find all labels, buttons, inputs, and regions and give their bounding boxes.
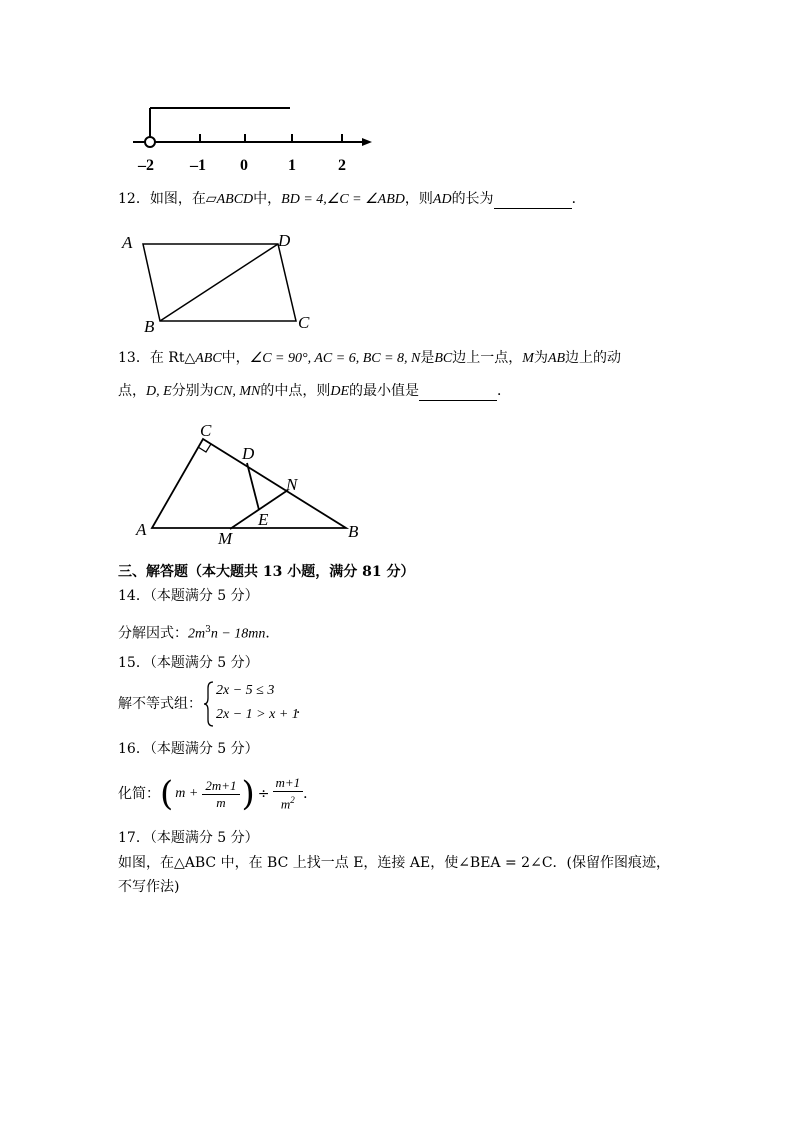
tick-label: –2	[138, 157, 154, 174]
open-circle	[145, 137, 155, 147]
label-c: C	[298, 313, 310, 332]
q13-text: 点，	[118, 383, 146, 399]
q17-header: 17．（本题满分 5 分）	[118, 830, 259, 846]
q13-triangle: ABC	[195, 351, 222, 366]
denominator-base: m	[280, 796, 291, 812]
q16-body	[118, 770, 317, 818]
q14-header: 14．（本题满分 5 分）	[118, 588, 259, 604]
q13-text: 的中点，则	[260, 383, 331, 399]
q17-line2: 不写作法)	[118, 879, 180, 895]
q16-fraction-1	[202, 778, 239, 811]
q13-text: 边上一点，	[452, 350, 523, 366]
section-title: 三、解答题（本大题共 13 小题，满分 81 分）	[118, 564, 415, 580]
parallelogram-symbol: ▱	[205, 191, 217, 207]
q16-prompt: 化简：	[118, 786, 160, 802]
answer-blank[interactable]	[494, 194, 572, 209]
q15-header: 15．（本题满分 5 分）	[118, 655, 259, 671]
q12-text-d: 的长为	[451, 191, 494, 207]
q13-cn-mn: CN, MN	[213, 384, 261, 399]
q16-fraction-2	[273, 775, 304, 812]
label-a: A	[136, 520, 147, 539]
q14-body	[118, 621, 279, 644]
q13-de: DE	[330, 384, 350, 399]
q13-text: 中，	[221, 350, 250, 366]
q16-end: ．	[303, 786, 318, 802]
diagonal-bd	[160, 244, 278, 321]
q13-m: M	[522, 351, 534, 366]
label-c: C	[200, 421, 212, 440]
q15-prompt: 解不等式组：	[118, 696, 202, 712]
q16-m: m +	[175, 786, 199, 801]
q13-bc: BC	[434, 351, 453, 366]
number-line-figure	[128, 98, 378, 178]
q13-end: ．	[497, 383, 512, 399]
q13-text: 是	[420, 350, 435, 366]
q13-line1	[118, 349, 621, 368]
label-d: D	[242, 444, 255, 463]
question-number: 12．	[118, 191, 150, 207]
label-b: B	[144, 317, 155, 336]
q12-text-b: 中，	[253, 191, 282, 207]
question-number: 13．	[118, 350, 150, 366]
q15-inequality-1: 2x − 5 ≤ 3	[216, 683, 275, 698]
left-paren: (	[160, 774, 174, 814]
label-n: N	[286, 475, 298, 494]
q13-de-points: D, E	[146, 384, 172, 399]
parallelogram-name: ABCD	[216, 192, 254, 207]
q12-text-c: ，则	[404, 191, 433, 207]
q13-line2	[118, 382, 511, 401]
answer-blank[interactable]	[419, 386, 497, 401]
q13-text: 为	[533, 350, 548, 366]
label-d: D	[278, 231, 291, 250]
q13-ab: AB	[547, 351, 566, 366]
label-e: E	[258, 510, 269, 529]
tick-label: –1	[190, 157, 206, 174]
q14-end: ．	[265, 625, 280, 642]
q12-text	[118, 190, 586, 209]
q13-text: 分别为	[171, 383, 214, 399]
fraction-denominator: m	[216, 794, 226, 810]
q15-end: ．	[296, 701, 310, 717]
label-m: M	[218, 529, 233, 548]
tick-label: 2	[338, 157, 346, 174]
q14-exponent: 3	[205, 625, 211, 635]
label-a: A	[122, 233, 133, 252]
label-b: B	[348, 522, 359, 541]
denominator-exponent: 2	[290, 795, 295, 806]
tick-label: 1	[288, 157, 296, 174]
q12-target: AD	[432, 192, 452, 207]
q16-header: 16．（本题满分 5 分）	[118, 741, 259, 757]
q15-inequality-2: 2x − 1 > x + 1	[216, 707, 299, 722]
q13-text: 在 Rt△	[149, 350, 196, 366]
fraction-numerator: m+1	[273, 775, 304, 792]
q12-condition: BD = 4,∠C = ∠ABD	[281, 192, 405, 207]
axis-arrow	[362, 138, 372, 146]
q14-expr-b: n − 18mn	[210, 626, 266, 642]
q14-expr-a: 2m	[188, 626, 206, 642]
tick-label: 0	[240, 157, 248, 174]
q12-end: ．	[571, 191, 586, 207]
right-paren: )	[241, 774, 255, 814]
parallelogram-figure	[118, 228, 328, 336]
fraction-numerator: 2m+1	[202, 778, 239, 795]
q17-line1: 如图，在△ABC 中，在 BC 上找一点 E，连接 AE，使∠BEA = 2∠C．(保留作图痕迹，	[118, 855, 670, 871]
q13-condition: ∠C = 90°, AC = 6, BC = 8, N	[249, 351, 421, 366]
q14-prompt: 分解因式：	[118, 625, 188, 642]
q12-text-a: 如图，在	[149, 191, 206, 207]
q13-text: 的最小值是	[349, 383, 420, 399]
left-brace	[203, 680, 215, 728]
q13-text: 边上的动	[565, 350, 622, 366]
fraction-denominator	[273, 792, 304, 812]
triangle-figure	[128, 418, 368, 548]
divide-sign: ÷	[257, 786, 270, 802]
